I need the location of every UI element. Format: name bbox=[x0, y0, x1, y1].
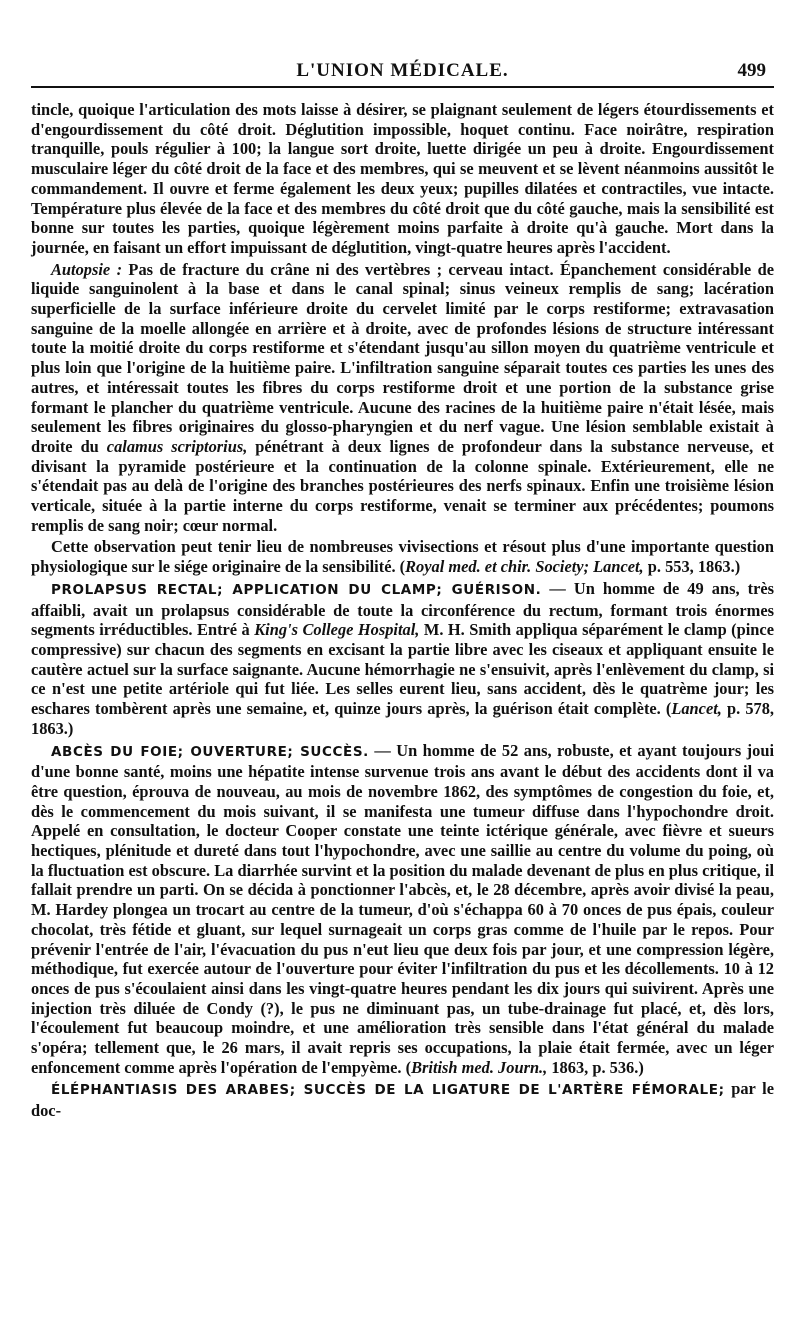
paragraph-text: pénétrant à deux lignes de profondeur dans la substance nerveuse, et divisant la pyramide postérieure et la continuation de la colonne spinale. Extérieurement, elle ne s'étendait pas au delà de l'origine des branches postérieures des nerfs spinaux. Enfin une troisième lésion verticale, située à la partie interne du corps restiforme, venait se terminer aux précédentes; poumons remplis de sang noir; cœur normal. bbox=[31, 436, 774, 535]
article-body bbox=[31, 100, 774, 1121]
section-heading: ÉLÉPHANTIASIS DES ARABES; SUCCÈS DE LA LIGATURE DE L'ARTÈRE FÉMORALE; bbox=[51, 1082, 725, 1099]
citation-italic-text: calamus scriptorius, bbox=[106, 436, 248, 456]
paragraph-observation bbox=[31, 537, 774, 576]
paragraph-text: p. 578, 1863.) bbox=[31, 699, 774, 738]
section-heading: ABCÈS DU FOIE; OUVERTURE; SUCCÈS. bbox=[51, 743, 369, 760]
citation-italic-text: Autopsie : bbox=[51, 259, 123, 279]
citation-italic-text: Royal med. et chir. Society; Lancet, bbox=[405, 557, 644, 577]
citation-italic-text: King's College Hospital, bbox=[254, 620, 420, 640]
paragraph-autopsy bbox=[31, 260, 774, 536]
paragraph-rectal-prolapse bbox=[31, 579, 774, 739]
paragraph-text: — Un homme de 52 ans, robuste, et ayant toujours joui d'une bonne santé, moins une hépatite intense survenue trois ans avant le début des accidents dont il va être question, éprouva de nouveau, au mois de novembre 1862, des symptômes de congestion du foie, et, dès le commencement du mois suivant, il se manifesta une tumeur diffuse dans l'hypochondre droit. Appelé en consultation, le docteur Cooper constate une teinte ictérique générale, avec fièvre et sueurs hectiques, plénitude et dureté dans tout l'hypochondre, avec une saillie au centre du volume du poing, où la fluctuation est obscure. La diarrhée survint et la position du malade devenant de plus en plus critique, il fallait prendre un parti. On se décida à ponctionner l'abcès, et, le 28 décembre, après avoir divisé la peau, M. Hardey plongea un trocart au centre de la tumeur, d'où s'échappa 60 à 70 onces de pus épais, couleur chocolat, très fétide et gluant, sur lequel surnageait un corps gras comme de l'huile par le repos. Pour prévenir l'entrée de l'air, l'évacuation du pus n'eut lieu que deux fois par jour, et une compression légère, méthodique, fut exercée autour de l'ouverture pour éviter l'infiltration du pus et les décollements. 10 à 12 onces de pus s'écoulaient ainsi dans les vingt-quatre heures pendant les dix jours qui suivirent. Après une injection très diluée de Condy (?), le pus ne diminuant pas, un tube-drainage fut placé, et, dès lors, l'écoulement fut beaucoup moindre, et une amélioration très sensible dans l'état général du malade s'opéra; tellement que, le 26 mars, il avait repris ses occupations, la plaie était fermée, avec un léger enfoncement comme après l'opération de l'empyème. ( bbox=[31, 740, 774, 1077]
paragraph-elephantiasis bbox=[31, 1079, 774, 1120]
paragraph-text: par le doc- bbox=[31, 1079, 774, 1121]
paragraph-text: M. H. Smith appliqua séparément le clamp (pince compressive) sur chacun des segments en excisant la partie libre avec les ciseaux et appliquant ensuite le cautère actuel sur la surface saignante. Aucune hémorrhagie ne s'ensuivit, après l'enlèvement du clamp, si ce n'est une petite artériole qui fut liée. Les selles eurent lieu, sans accident, dès le quatrème jour; les eschares tombèrent après une semaine, et, quinze jours après, la guérison était complète. ( bbox=[31, 620, 774, 719]
paragraph-liver-abscess bbox=[31, 741, 774, 1078]
page-number: 499 bbox=[737, 60, 766, 81]
journal-title: L'UNION MÉDICALE. bbox=[296, 60, 509, 81]
section-heading: PROLAPSUS RECTAL; APPLICATION DU CLAMP; GUÉRISON. bbox=[51, 581, 542, 598]
paragraph-text: — Un homme de 49 ans, très affaibli, avait un prolapsus considérable de toute la circonférence du rectum, formant trois énormes segments irréductibles. Entré à bbox=[31, 578, 774, 640]
paragraph-text: Cette observation peut tenir lieu de nombreuses vivisections et résout plus d'une importante question physiologique sur le siége originaire de la sensibilité. ( bbox=[31, 537, 774, 577]
paragraph-case-description bbox=[31, 100, 774, 258]
paragraph-text: tincle, quoique l'articulation des mots laisse à désirer, se plaignant seulement de légers étourdissements et d'engourdissement du côté droit. Déglutition impossible, hoquet continu. Face noirâtre, respiration tranquille, pouls régulier à 100; la langue sort droite, luette dirigée un peu à droite. Engourdissement musculaire léger du côté droit de la face et des membres, qui se meuvent et se lèvent néanmoins aussitôt le commandement. Il ouvre et ferme également les deux yeux; pupilles dilatées et contractiles, vue intacte. Température plus élevée de la face et des membres du côté droit que du côté gauche, mais la sensibilité est bonne sur toutes les parties, quoique légèrement moins parfaite à droite qu'à gauche. Mort dans la journée, en faisant un effort impuissant de déglutition, vingt-quatre heures après l'accident. bbox=[31, 100, 774, 257]
page-header bbox=[31, 52, 774, 88]
citation-italic-text: Lancet, bbox=[671, 699, 722, 719]
paragraph-text: 1863, p. 536.) bbox=[547, 1057, 644, 1077]
citation-italic-text: British med. Journ., bbox=[411, 1057, 548, 1077]
paragraph-text: Pas de fracture du crâne ni des vertèbres ; cerveau intact. Épanchement considérable de liquide sanguinolent à la base et dans le canal spinal; sinus veineux remplis de sang; lacération superficielle de la surface inférieure droite du cervelet limité par le corps restiforme; extravasation sanguine de la moelle allongée en arrière et à droite, avec de profondes lésions de structure intéressant toute la moitié droite du corps restiforme et s'étendant jusqu'au sillon moyen du quatrième ventricule et plus loin que l'origine de la huitième paire. L'infiltration sanguine séparait toutes ces parties les unes des autres, et intéressait toutes les fibres du corps restiforme droit et une portion de la substance grise formant le plancher du quatrième ventricule. Aucune des racines de la huitième paire n'était lésée, mais seulement les fibres originaires du glosso-pharyngien et du nerf vague. Une lésion semblable existait à droite du bbox=[31, 259, 774, 456]
paragraph-text: p. 553, 1863.) bbox=[643, 557, 741, 577]
